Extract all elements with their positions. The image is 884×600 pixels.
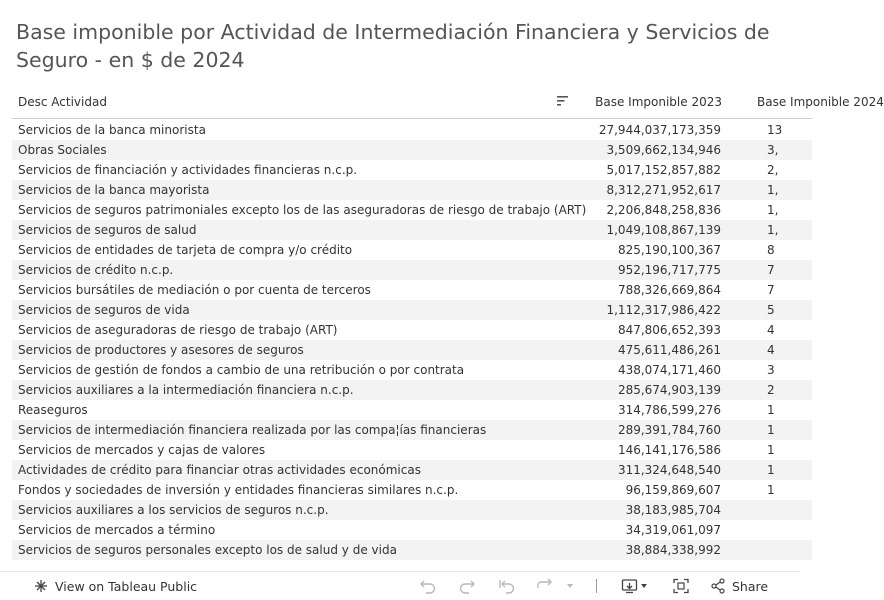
- cell-desc-actividad: Reaseguros: [18, 403, 88, 417]
- cell-desc-actividad: Obras Sociales: [18, 143, 107, 157]
- cell-base-2023: 314,786,599,276: [617, 403, 721, 417]
- cell-base-2024: 3,: [767, 143, 779, 157]
- cell-base-2023: 2,206,848,258,836: [606, 203, 721, 217]
- cell-desc-actividad: Servicios de seguros personales excepto los de salud y de vida: [18, 543, 397, 557]
- cell-base-2023: 825,190,100,367: [617, 243, 721, 257]
- cell-base-2023: 27,944,037,173,359: [598, 123, 721, 137]
- data-table: [12, 86, 884, 557]
- cell-desc-actividad: Servicios de seguros patrimoniales excepto los de las aseguradoras de riesgo de trabajo (ART): [18, 203, 587, 217]
- cell-desc-actividad: Servicios de la banca minorista: [18, 123, 206, 137]
- cell-base-2023: 146,141,176,586: [617, 443, 721, 457]
- tableau-toolbar: [0, 572, 800, 600]
- view-on-tableau-label: View on Tableau Public: [55, 578, 198, 594]
- cell-desc-actividad: Servicios de seguros de salud: [18, 223, 197, 237]
- refresh-icon: [536, 578, 554, 594]
- cell-base-2024: 3: [767, 363, 775, 377]
- cell-base-2023: 38,183,985,704: [625, 503, 721, 517]
- cell-base-2024: 13: [767, 123, 783, 137]
- cell-base-2024: 1,: [767, 183, 779, 197]
- cell-base-2023: 5,017,152,857,882: [606, 163, 721, 177]
- revert-icon: [498, 578, 516, 594]
- table-row[interactable]: [12, 460, 812, 480]
- cell-desc-actividad: Actividades de crédito para financiar otras actividades económicas: [18, 463, 421, 477]
- view-on-tableau-button[interactable]: [33, 578, 197, 594]
- table-row[interactable]: [12, 320, 812, 340]
- column-header-base-2023[interactable]: Base Imponible 2023: [595, 95, 722, 109]
- table-row[interactable]: [12, 160, 812, 180]
- table-row[interactable]: [12, 200, 812, 220]
- cell-base-2023: 847,806,652,393: [617, 323, 721, 337]
- chevron-down-icon: [565, 578, 575, 594]
- cell-base-2024: 2: [767, 383, 775, 397]
- cell-base-2024: 1: [767, 463, 775, 477]
- cell-desc-actividad: Fondos y sociedades de inversión y entidades financieras similares n.c.p.: [18, 483, 459, 497]
- table-row[interactable]: [12, 440, 812, 460]
- table-row[interactable]: [12, 420, 812, 440]
- table-row[interactable]: [12, 140, 812, 160]
- cell-base-2024: 1: [767, 423, 775, 437]
- table-row[interactable]: [12, 340, 812, 360]
- table-header: [12, 86, 884, 119]
- cell-base-2024: 1: [767, 443, 775, 457]
- table-row[interactable]: [12, 220, 812, 240]
- cell-base-2024: 2,: [767, 163, 779, 177]
- table-row[interactable]: [12, 260, 812, 280]
- cell-base-2023: 289,391,784,760: [617, 423, 721, 437]
- redo-icon: [458, 578, 476, 594]
- cell-base-2024: 4: [767, 343, 775, 357]
- cell-base-2024: 1: [767, 403, 775, 417]
- table-row[interactable]: [12, 540, 812, 560]
- fullscreen-icon: [672, 578, 690, 594]
- tableau-logo-icon: [33, 578, 49, 594]
- cell-base-2023: 788,326,669,864: [617, 283, 721, 297]
- cell-desc-actividad: Servicios de la banca mayorista: [18, 183, 210, 197]
- cell-base-2024: 7: [767, 263, 775, 277]
- cell-base-2024: 1: [767, 483, 775, 497]
- column-header-desc[interactable]: Desc Actividad: [18, 95, 107, 109]
- cell-desc-actividad: Servicios de seguros de vida: [18, 303, 190, 317]
- share-button[interactable]: [710, 578, 768, 594]
- cell-base-2023: 311,324,648,540: [617, 463, 721, 477]
- share-icon: [710, 578, 726, 594]
- cell-desc-actividad: Servicios de crédito n.c.p.: [18, 263, 174, 277]
- table-row[interactable]: [12, 500, 812, 520]
- cell-desc-actividad: Servicios bursátiles de mediación o por cuenta de terceros: [18, 283, 371, 297]
- cell-base-2023: 96,159,869,607: [625, 483, 721, 497]
- page-title: Base imponible por Actividad de Intermediación Financiera y Servicios de Seguro - en $ de 2024: [16, 20, 770, 72]
- undo-icon: [419, 578, 437, 594]
- cell-base-2023: 8,312,271,952,617: [606, 183, 721, 197]
- cell-desc-actividad: Servicios auxiliares a los servicios de seguros n.c.p.: [18, 503, 329, 517]
- refresh-dropdown[interactable]: [565, 578, 575, 594]
- cell-desc-actividad: Servicios de mercados y cajas de valores: [18, 443, 266, 457]
- chevron-down-icon: [639, 578, 649, 594]
- share-label: Share: [732, 578, 769, 594]
- table-row[interactable]: [12, 240, 812, 260]
- download-button[interactable]: [621, 578, 649, 594]
- cell-desc-actividad: Servicios auxiliares a la intermediación financiera n.c.p.: [18, 383, 354, 397]
- table-row[interactable]: [12, 300, 812, 320]
- table-body: [12, 120, 812, 560]
- cell-base-2023: 285,674,903,139: [617, 383, 721, 397]
- table-row[interactable]: [12, 360, 812, 380]
- cell-base-2024: 8: [767, 243, 775, 257]
- toolbar-separator: [596, 579, 597, 593]
- download-icon: [621, 578, 639, 594]
- revert-button[interactable]: [498, 578, 516, 594]
- cell-desc-actividad: Servicios de gestión de fondos a cambio de una retribución o por contrata: [18, 363, 465, 377]
- table-row[interactable]: [12, 400, 812, 420]
- cell-desc-actividad: Servicios de intermediación financiera realizada por las compa¦ías financieras: [18, 423, 487, 437]
- cell-base-2023: 3,509,662,134,946: [606, 143, 721, 157]
- table-row[interactable]: [12, 280, 812, 300]
- cell-base-2023: 38,884,338,992: [625, 543, 721, 557]
- cell-base-2024: 1,: [767, 223, 779, 237]
- cell-base-2023: 952,196,717,775: [617, 263, 721, 277]
- cell-base-2023: 1,049,108,867,139: [606, 223, 721, 237]
- cell-base-2023: 1,112,317,986,422: [606, 303, 721, 317]
- undo-button[interactable]: [419, 578, 437, 594]
- redo-button[interactable]: [458, 578, 476, 594]
- table-row[interactable]: [12, 480, 812, 500]
- table-row[interactable]: [12, 120, 812, 140]
- cell-desc-actividad: Servicios de entidades de tarjeta de compra y/o crédito: [18, 243, 353, 257]
- sort-icon[interactable]: [556, 94, 570, 108]
- cell-desc-actividad: Servicios de productores y asesores de seguros: [18, 343, 304, 357]
- cell-base-2024: 4: [767, 323, 775, 337]
- table-row[interactable]: [12, 520, 812, 540]
- cell-base-2024: 1,: [767, 203, 779, 217]
- cell-desc-actividad: Servicios de financiación y actividades financieras n.c.p.: [18, 163, 358, 177]
- cell-base-2024: 5: [767, 303, 775, 317]
- cell-desc-actividad: Servicios de aseguradoras de riesgo de trabajo (ART): [18, 323, 338, 337]
- refresh-button[interactable]: [536, 578, 554, 594]
- cell-base-2023: 475,611,486,261: [617, 343, 721, 357]
- cell-desc-actividad: Servicios de mercados a término: [18, 523, 216, 537]
- fullscreen-button[interactable]: [672, 578, 690, 594]
- column-header-base-2024[interactable]: Base Imponible 2024: [757, 95, 884, 109]
- table-row[interactable]: [12, 180, 812, 200]
- cell-base-2024: 7: [767, 283, 775, 297]
- cell-base-2023: 438,074,171,460: [617, 363, 721, 377]
- cell-base-2023: 34,319,061,097: [625, 523, 721, 537]
- table-row[interactable]: [12, 380, 812, 400]
